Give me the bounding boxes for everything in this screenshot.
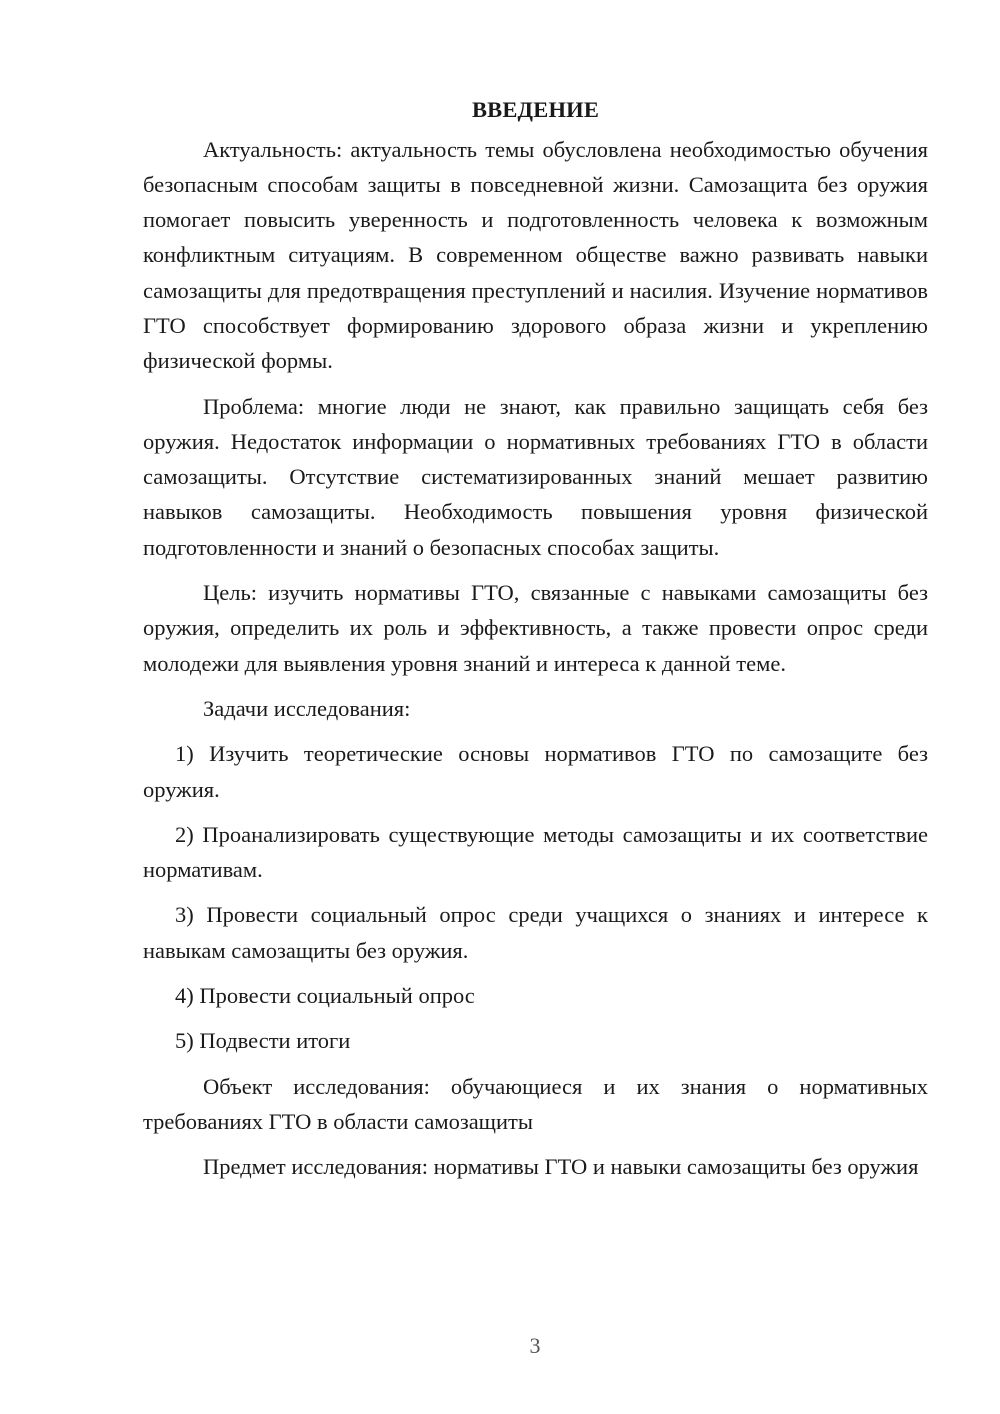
task-item: 4) Провести социальный опрос — [175, 983, 475, 1009]
goal-paragraph: Цель: изучить нормативы ГТО, связанные с навыками самозащиты без оружия, определить их роль и эффективность, а также провести опрос среди молодежи для выявления уровня знаний и интереса к данной теме. — [143, 580, 928, 676]
object-paragraph: Объект исследования: обучающиеся и их знания о нормативных требованиях ГТО в области самозащиты — [143, 1073, 928, 1134]
page-content — [143, 92, 928, 1195]
task-item: 3) Провести социальный опрос среди учащихся о знаниях и интересе к навыкам самозащиты без оружия. — [143, 902, 928, 963]
subject-paragraph: Предмет исследования: нормативы ГТО и навыки самозащиты без оружия — [203, 1154, 919, 1180]
relevance-paragraph: Актуальность: актуальность темы обусловлена необходимостью обучения безопасным способам защиты в повседневной жизни. Самозащита без оружия помогает повысить уверенность и подготовленность человека к возможным конфликтным ситуациям. В современном обществе важно развивать навыки самозащиты для предотвращения преступлений и насилия. Изучение нормативов ГТО способствует формированию здорового образа жизни и укреплению физической формы. — [143, 136, 928, 374]
page-title: ВВЕДЕНИЕ — [471, 97, 600, 122]
task-item: 5) Подвести итоги — [175, 1028, 351, 1054]
problem-paragraph: Проблема: многие люди не знают, как правильно защищать себя без оружия. Недостаток информации о нормативных требованиях ГТО в области самозащиты. Отсутствие систематизированных знаний мешает развитию навыков самозащиты. Необходимость повышения уровня физической подготовленности и знаний о безопасных способах защиты. — [143, 393, 928, 560]
page-number: 3 — [529, 1333, 541, 1358]
task-item: 1) Изучить теоретические основы нормативов ГТО по самозащите без оружия. — [143, 741, 928, 802]
tasks-heading: Задачи исследования: — [203, 695, 411, 721]
task-item: 2) Проанализировать существующие методы самозащиты и их соответствие нормативам. — [143, 821, 928, 883]
